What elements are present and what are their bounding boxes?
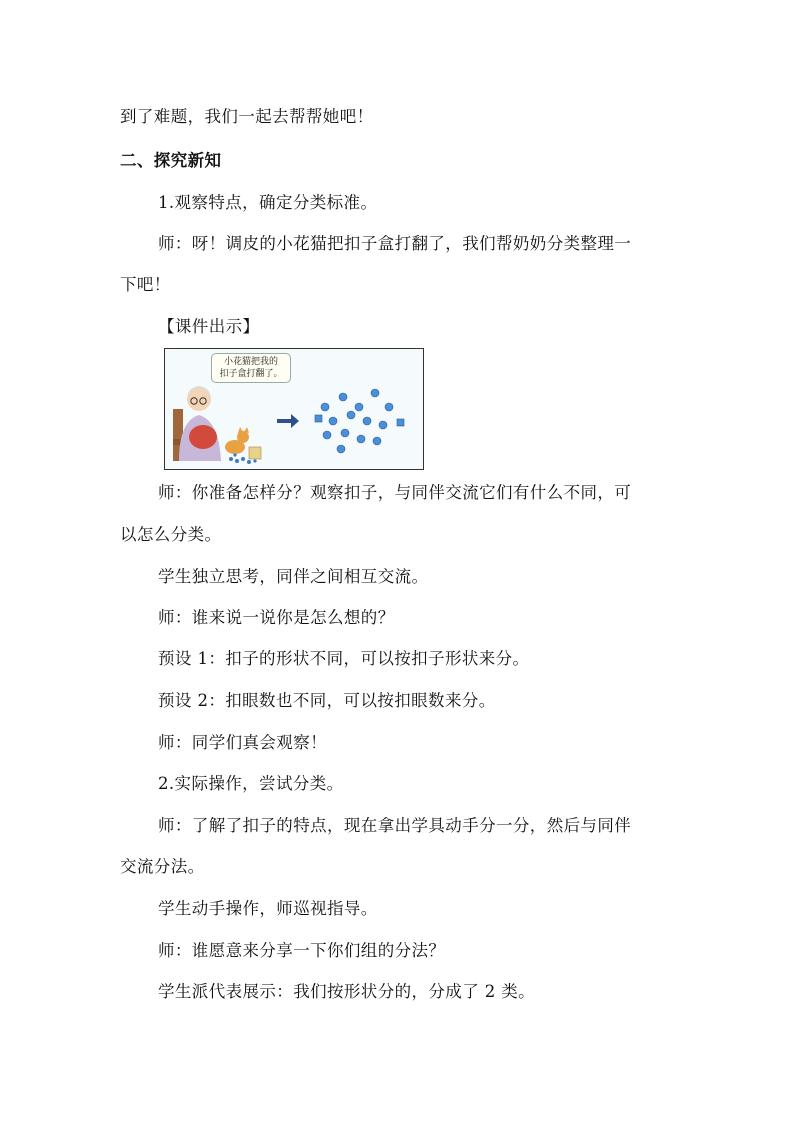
text-line: 师：同学们真会观察！ <box>158 733 327 752</box>
grandma-cat-buttons-scene <box>165 349 423 469</box>
section-heading: 二、探究新知 <box>120 151 222 170</box>
text-line: 师：谁来说一说你是怎么想的？ <box>158 608 395 627</box>
text-line: 师：了解了扣子的特点，现在拿出学具动手分一分，然后与同伴 <box>158 816 632 835</box>
text-line: 学生动手操作，师巡视指导。 <box>158 899 378 918</box>
text-line: 师：你准备怎样分？观察扣子，与同伴交流它们有什么不同，可 <box>158 483 632 502</box>
text-line: 预设 2：扣眼数也不同，可以按扣眼数来分。 <box>158 691 496 710</box>
text-line: 下吧！ <box>120 275 171 294</box>
text-line: 学生派代表展示：我们按形状分的，分成了 2 类。 <box>158 982 536 1001</box>
text-line: 以怎么分类。 <box>120 525 222 544</box>
text-line: 师：呀！调皮的小花猫把扣子盒打翻了，我们帮奶奶分类整理一 <box>158 234 632 253</box>
text-line: 1.观察特点，确定分类标准。 <box>158 193 378 212</box>
text-line: 【课件出示】 <box>158 317 260 336</box>
text-line: 师：谁愿意来分享一下你们组的分法？ <box>158 941 446 960</box>
text-line: 预设 1：扣子的形状不同，可以按扣子形状来分。 <box>158 649 530 668</box>
text-line: 交流分法。 <box>120 857 205 876</box>
speech-bubble: 小花猫把我的 扣子盒打翻了。 <box>211 353 291 383</box>
text-line: 学生独立思考，同伴之间相互交流。 <box>158 567 429 586</box>
text-line: 到了难题，我们一起去帮帮她吧！ <box>120 107 374 126</box>
courseware-illustration <box>164 348 424 470</box>
text-line: 2.实际操作，尝试分类。 <box>158 774 344 793</box>
